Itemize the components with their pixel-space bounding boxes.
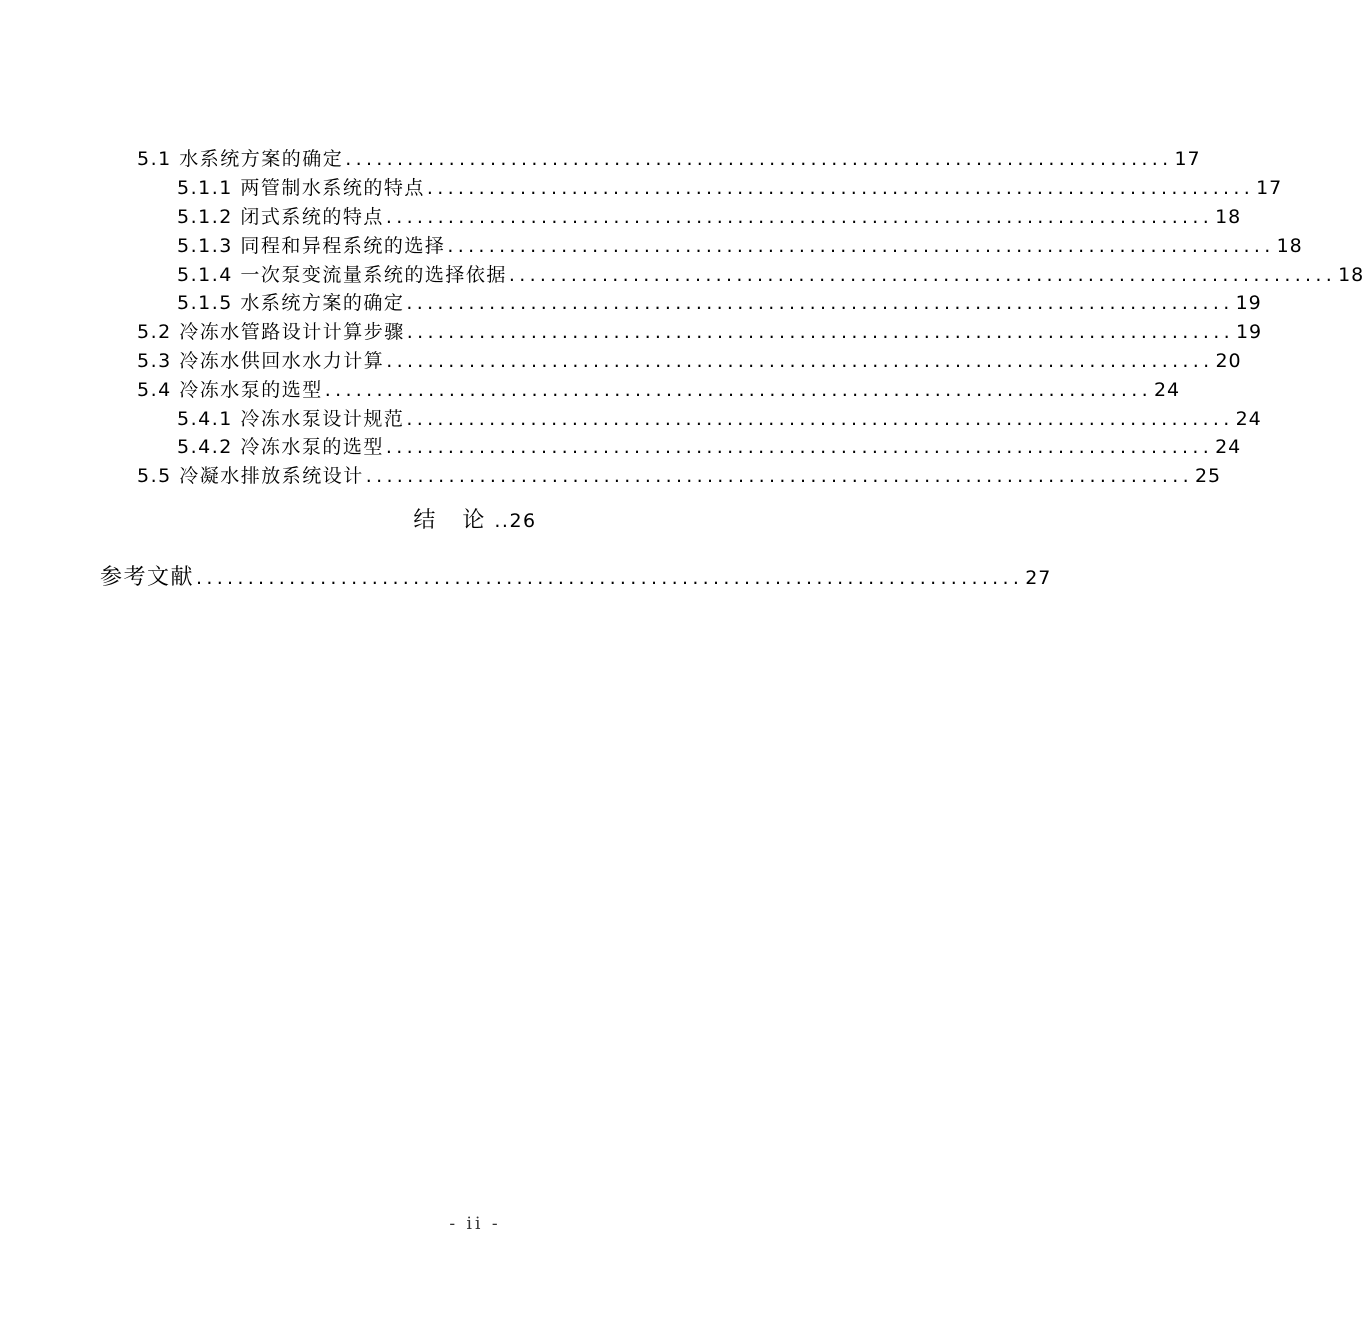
dot-leader: ................................................................................ <box>345 148 1173 170</box>
toc-entry[interactable] <box>177 288 1262 315</box>
toc-entry[interactable] <box>137 317 1263 344</box>
toc-entry-page: 20 <box>1215 350 1242 372</box>
toc-entry[interactable] <box>137 375 1181 402</box>
dot-leader: ................................................................................ <box>365 465 1193 487</box>
dot-leader: ................................................................................ <box>385 206 1214 228</box>
toc-entry-label: 5.1.2 闭式系统的特点 <box>177 206 384 228</box>
toc-entry-label: 5.1.4 一次泵变流量系统的选择依据 <box>177 264 507 286</box>
toc-entry-page: 18 <box>1215 206 1242 228</box>
dot-leader: ................................................................................ <box>447 235 1275 257</box>
dot-leader: ................................................................................ <box>386 350 1214 372</box>
toc-entry-page: 18 <box>1338 264 1364 286</box>
toc-entry-page: 18 <box>1276 235 1303 257</box>
toc-entry[interactable] <box>177 202 1242 229</box>
toc-entry-label: 5.1 水系统方案的确定 <box>137 148 344 170</box>
page-number: - ii - <box>449 1214 501 1234</box>
toc-entry-page: 24 <box>1153 379 1181 401</box>
toc-entry-page: 17 <box>1174 148 1201 170</box>
toc-references-page: 27 <box>1025 567 1052 589</box>
toc-entry-label: 5.4 冷冻水泵的选型 <box>137 379 323 401</box>
dot-leader: ................................................................................ <box>196 567 1024 589</box>
toc-entry-page: 19 <box>1235 321 1263 343</box>
toc-entry-label: 5.5 冷凝水排放系统设计 <box>137 465 364 487</box>
toc-entry-page: 19 <box>1235 292 1262 314</box>
toc-entry-label: 5.1.5 水系统方案的确定 <box>177 292 405 314</box>
toc-references-label: 参考文献 <box>100 565 195 590</box>
toc-entry-label: 5.2 冷冻水管路设计计算步骤 <box>137 321 405 343</box>
toc-entry[interactable] <box>137 346 1242 373</box>
toc-entry-label: 5.3 冷冻水供回水水力计算 <box>137 350 385 372</box>
toc-entry-page: 17 <box>1256 177 1283 199</box>
dot-leader: ................................................................................ <box>324 379 1152 401</box>
toc-references[interactable] <box>100 560 1052 591</box>
dot-leader: ................................................................................ <box>385 436 1214 458</box>
dot-leader: .. <box>494 510 510 532</box>
toc-entry-page: 25 <box>1194 465 1222 487</box>
toc-entry[interactable] <box>177 404 1262 431</box>
toc-entry-page: 24 <box>1215 436 1242 458</box>
toc-conclusion-page: 26 <box>509 510 537 532</box>
toc-entry-label: 5.4.1 冷冻水泵设计规范 <box>177 408 405 430</box>
toc-entry-page: 24 <box>1235 408 1262 430</box>
dot-leader: ................................................................................ <box>508 264 1337 286</box>
toc-entry-label: 5.1.3 同程和异程系统的选择 <box>177 235 446 257</box>
dot-leader: ................................................................................ <box>406 408 1234 430</box>
toc-entry-label: 5.4.2 冷冻水泵的选型 <box>177 436 384 458</box>
toc-entry[interactable] <box>177 432 1242 459</box>
dot-leader: ................................................................................ <box>426 177 1255 199</box>
toc-entry[interactable] <box>177 260 1364 287</box>
toc-entry[interactable] <box>177 231 1303 258</box>
toc-conclusion[interactable] <box>0 503 950 534</box>
dot-leader: ................................................................................ <box>406 321 1234 343</box>
dot-leader: ................................................................................ <box>406 292 1234 314</box>
toc-entry[interactable] <box>177 173 1283 200</box>
toc-conclusion-label: 结 论 <box>413 508 495 533</box>
toc-entry[interactable] <box>137 144 1201 171</box>
toc-entry-label: 5.1.1 两管制水系统的特点 <box>177 177 425 199</box>
toc-entry[interactable] <box>137 461 1222 488</box>
